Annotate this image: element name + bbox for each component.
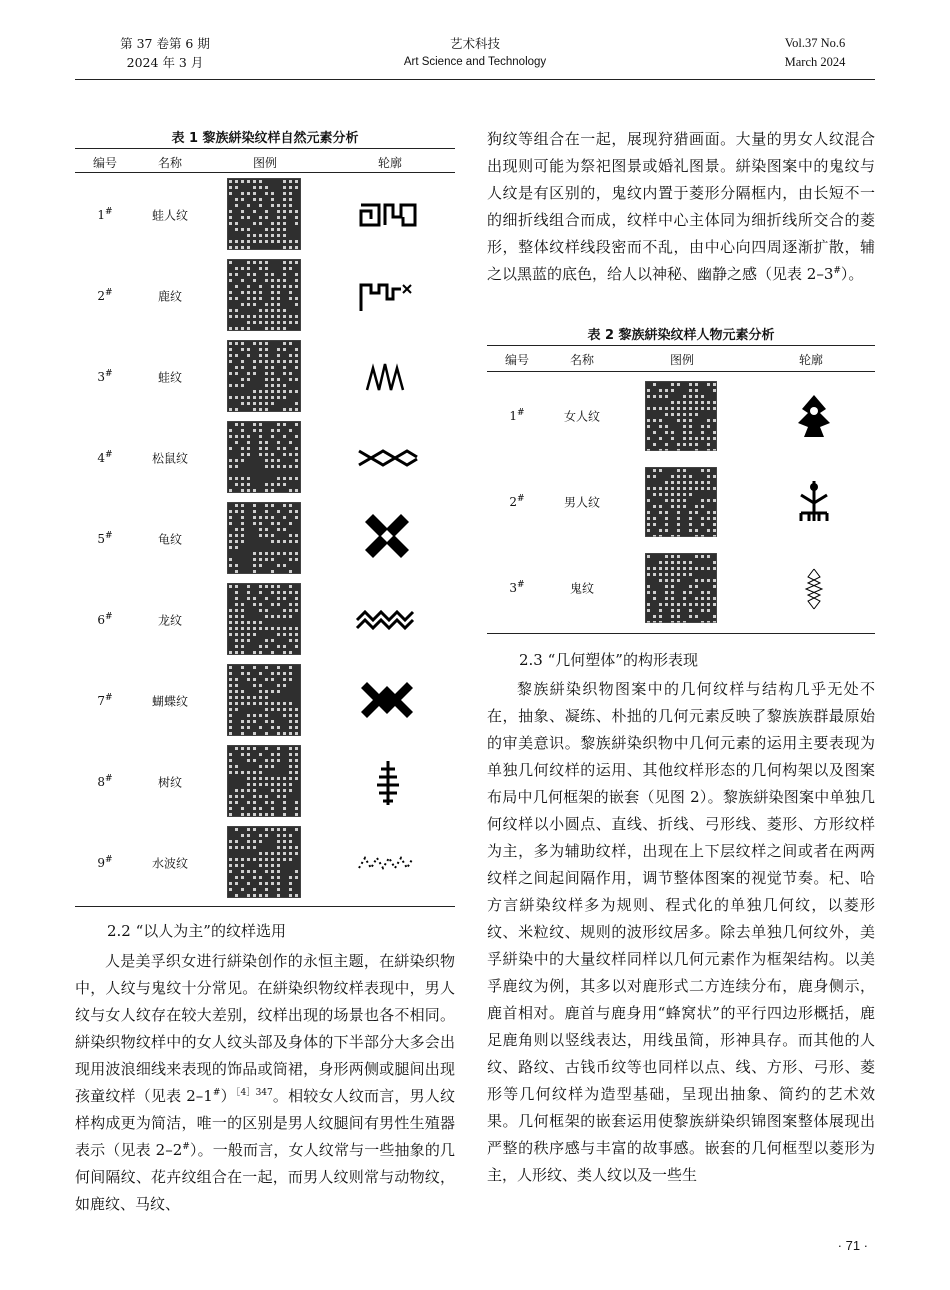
table1-fabric-image bbox=[227, 826, 301, 898]
table1-fabric-image bbox=[227, 421, 301, 493]
citation: ［4］347 bbox=[235, 1088, 273, 1098]
cont-text-a: 狗纹等组合在一起，展现狩猎画面。大量的男女人纹混合出现则可能为祭祀图景或婚礼图景。絣染图案中的鬼纹与人纹是有区别的，鬼纹内置于菱形分隔框内，由长短不一的细折线组合而成，纹样中心主体同为细折线所交合的菱形，整体纹样线段密而不乱，由中心向四周逐渐扩散，辅之以黑蓝的底色，给人以神秘、幽静之感（见表 2–3 bbox=[487, 130, 875, 283]
table1-row-number bbox=[75, 613, 135, 627]
table1-caption: 表 1 黎族絣染纹样自然元素分析 bbox=[171, 131, 359, 146]
table2-outline-figure bbox=[779, 563, 849, 613]
table2-fabric-image bbox=[645, 381, 717, 451]
sup-mark: # bbox=[105, 449, 113, 460]
table1-row bbox=[75, 498, 455, 579]
table2-row bbox=[487, 545, 875, 631]
table1-row bbox=[75, 579, 455, 660]
table2-row-name: 男人纹 bbox=[563, 495, 600, 510]
para-text-c: ）。一般而言，女人纹常与一些抽象的几何间隔纹、花卉纹组合在一起，而男人纹则常与动物纹，如鹿纹、马纹、 bbox=[75, 1141, 455, 1213]
table1-row-number bbox=[75, 451, 135, 465]
section-2-3-title: 2.3 “几何塑体”的构形表现 bbox=[519, 651, 698, 669]
table2-row-number-text: 1 bbox=[509, 409, 518, 423]
sup-mark: # bbox=[105, 530, 113, 541]
table2-row-number bbox=[487, 581, 547, 595]
section-2-3-body bbox=[487, 676, 875, 1189]
sup-mark: # bbox=[182, 1142, 190, 1152]
sup-mark: # bbox=[517, 408, 525, 418]
table2-row-number bbox=[487, 495, 547, 509]
table2-row bbox=[487, 373, 875, 459]
sup-mark: # bbox=[517, 580, 525, 590]
journal-name-cn: 艺术科技 bbox=[449, 36, 500, 51]
table1-row-name: 松鼠纹 bbox=[151, 451, 188, 465]
table2-outline-figure bbox=[779, 477, 849, 527]
table1-outline-figure bbox=[353, 838, 423, 888]
section-2-2-continued bbox=[487, 126, 875, 288]
table1-row-number-text: 4 bbox=[97, 450, 106, 465]
issue-date-en: March 2024 bbox=[784, 55, 846, 69]
volume-issue: 第 37 卷第 6 期 bbox=[120, 36, 210, 51]
table1-top-rule bbox=[75, 148, 455, 149]
table1-row bbox=[75, 741, 455, 822]
table1-row-name: 树纹 bbox=[157, 775, 182, 789]
journal-title bbox=[375, 34, 575, 72]
table1-row-name: 蛙纹 bbox=[157, 370, 182, 384]
table1-row-number bbox=[75, 370, 135, 384]
sup-mark: # bbox=[105, 854, 113, 865]
table1-row-number-text: 3 bbox=[97, 369, 106, 384]
table2-row bbox=[487, 459, 875, 545]
section-2-2-title: 2.2 “以人为主”的纹样选用 bbox=[107, 922, 286, 940]
table1-row-number-text: 6 bbox=[97, 612, 106, 627]
table1-row-number-text: 7 bbox=[97, 693, 106, 708]
table1-row-number bbox=[75, 289, 135, 303]
table1-row-number bbox=[75, 856, 135, 870]
table1-row-number bbox=[75, 532, 135, 546]
issue-date: 2024 年 3 月 bbox=[126, 55, 204, 70]
table1-outline-figure bbox=[353, 757, 423, 807]
table1-fabric-image bbox=[227, 259, 301, 331]
section-2-2-body bbox=[75, 948, 455, 1218]
table1-row bbox=[75, 660, 455, 741]
table1-row-number-text: 2 bbox=[97, 288, 106, 303]
journal-volume bbox=[100, 34, 230, 72]
table1-outline-figure bbox=[353, 352, 423, 402]
table1-header-example: 图例 bbox=[252, 156, 277, 170]
table1-header-outline: 轮廓 bbox=[377, 156, 402, 170]
journal-volume-en bbox=[760, 34, 870, 72]
table1-row-name: 龟纹 bbox=[157, 532, 182, 546]
table1-header-no: 编号 bbox=[92, 156, 117, 170]
table1-outline-figure bbox=[353, 676, 423, 726]
table1-row-name: 鹿纹 bbox=[157, 289, 182, 303]
sup-mark: # bbox=[517, 494, 525, 504]
table2-row-number-text: 3 bbox=[509, 581, 518, 595]
sup-mark: # bbox=[212, 1088, 221, 1098]
table2-header-name: 名称 bbox=[569, 353, 594, 367]
table2-bottom-rule bbox=[487, 633, 875, 634]
table1-fabric-image bbox=[227, 178, 301, 250]
table1-row bbox=[75, 174, 455, 255]
table1-row bbox=[75, 417, 455, 498]
table1-fabric-image bbox=[227, 340, 301, 412]
table2-outline-figure bbox=[779, 391, 849, 441]
table1-row bbox=[75, 822, 455, 903]
sup-mark: # bbox=[105, 206, 113, 217]
table1-row-number bbox=[75, 775, 135, 789]
table2-fabric-image bbox=[645, 467, 717, 537]
table1-row-number-text: 8 bbox=[97, 774, 106, 789]
section-2-2-paragraph: 人是美孚织女进行絣染创作的永恒主题，在絣染织物中，人纹与鬼纹十分常见。在絣染织物纹样表现中，男人纹与女人纹存在较大差别，纹样出现的场景也各不相同。絣染织物纹样中的女人纹头部及身体的下半部分大多会出现用波浪细线来表现的饰品或筒裙，身形两侧或腿间出现孩童纹样（见表 2–1#）$^{[4]347}$。相较女人纹而言，男人纹样构成更为简洁，唯一的区别是男人纹腿间有男性生殖器表示（见表 2–2#）。一般而言，女人纹常与一些抽象的几何间隔纹、花卉纹组合在一起，而男人纹则常与动物纹，如鹿纹、马纹、 bbox=[75, 952, 455, 1213]
table2-row-name: 女人纹 bbox=[563, 409, 600, 424]
header-rule bbox=[75, 79, 875, 80]
table2-header-rule bbox=[487, 371, 875, 372]
continued-paragraph bbox=[487, 126, 875, 288]
table1-row-number bbox=[75, 208, 135, 222]
table2-caption: 表 2 黎族絣染纹样人物元素分析 bbox=[587, 328, 775, 343]
table1-outline-figure bbox=[353, 271, 423, 321]
table2-row-name: 鬼纹 bbox=[569, 581, 594, 596]
table1-row-number bbox=[75, 694, 135, 708]
table1-row-number-text: 1 bbox=[97, 207, 106, 222]
page-number: · 71 · bbox=[837, 1238, 868, 1253]
para-text-a: 人是美孚织女进行絣染创作的永恒主题，在絣染织物中，人纹与鬼纹十分常见。在絣染织物纹样表现中，男人纹与女人纹存在较大差别，纹样出现的场景也各不相同。絣染织物纹样中的女人纹头部及身体的下半部分大多会出现用波浪细线来表现的饰品或筒裙，身形两侧或腿间出现孩童纹样（见表 2–1 bbox=[75, 952, 455, 1105]
table1-row-number-text: 5 bbox=[97, 531, 106, 546]
table2-top-rule bbox=[487, 345, 875, 346]
table2-header-example: 图例 bbox=[669, 353, 694, 367]
table2 bbox=[487, 345, 875, 635]
journal-name-en: Art Science and Technology bbox=[403, 56, 547, 68]
table1-fabric-image bbox=[227, 664, 301, 736]
table2-header-no: 编号 bbox=[504, 353, 529, 367]
table1-row-name: 蛙人纹 bbox=[151, 208, 188, 222]
section-2-3-paragraph: 黎族絣染织物图案中的几何纹样与结构几乎无处不在，抽象、凝练、朴拙的几何元素反映了黎族族群最原始的审美意识。黎族絣染织物中几何元素的运用主要表现为单独几何纹样的运用、其他纹样形态的几何构架以及图案布局中几何框架的嵌套（见图 2）。黎族絣染图案中单独几何纹样以小圆点、直线、折线、弓形线、菱形、方形纹样为主，多为辅助纹样，出现在上下层纹样之间或者在两两纹样之间起间隔作用，调节整体图案的视觉节奏。杞、哈方言絣染纹样多为规则、程式化的单独几何纹，以菱形纹、米粒纹、规则的波形纹居多。除去单独几何纹外，美孚絣染中的大量纹样同样以几何元素作为框架结构。以美孚鹿纹为例，其多以对鹿形式二方连续分布，鹿身侧示，鹿首相对。鹿首与鹿身用“蜂窝状”的平行四边形概括，鹿足鹿角则以竖线表达，用线虽简，形神具存。而其他的人纹、路纹、古钱币纹等也同样以点、线、方形、弓形、菱形等几何纹样为造型基础，呈现出抽象、简约的艺术效果。几何框架的嵌套运用使黎族絣染织锦图案整体展现出严整的秩序感与丰富的故事感。嵌套的几何框型以菱形为主，人形纹、类人纹以及一些生 bbox=[487, 680, 875, 1184]
cont-text-b: ）。 bbox=[840, 265, 864, 283]
table2-header-outline: 轮廓 bbox=[798, 353, 823, 367]
table1 bbox=[75, 148, 455, 908]
table1-row-name: 蝴蝶纹 bbox=[151, 694, 188, 708]
para-text-b: 。相较女人纹而言，男人纹样构成更为简洁，唯一的区别是男人纹腿间有男性生殖器表示（见表 2–2 bbox=[75, 1087, 455, 1159]
table1-row-name: 水波纹 bbox=[151, 856, 188, 870]
table2-row-number bbox=[487, 409, 547, 423]
table1-fabric-image bbox=[227, 502, 301, 574]
table2-fabric-image bbox=[645, 553, 717, 623]
table1-outline-figure bbox=[353, 595, 423, 645]
sup-mark: # bbox=[105, 287, 113, 298]
table1-outline-figure bbox=[353, 190, 423, 240]
sup-mark: # bbox=[105, 368, 113, 379]
table1-row bbox=[75, 255, 455, 336]
table1-outline-figure bbox=[353, 433, 423, 483]
table1-row bbox=[75, 336, 455, 417]
table1-fabric-image bbox=[227, 583, 301, 655]
sup-mark: # bbox=[105, 773, 113, 784]
volume-issue-en: Vol.37 No.6 bbox=[784, 36, 846, 50]
table1-row-number-text: 9 bbox=[97, 855, 106, 870]
table1-bottom-rule bbox=[75, 906, 455, 907]
table1-outline-figure bbox=[353, 514, 423, 564]
sup-mark: # bbox=[105, 611, 113, 622]
table2-row-number-text: 2 bbox=[509, 495, 518, 509]
table1-fabric-image bbox=[227, 745, 301, 817]
table1-row-name: 龙纹 bbox=[157, 613, 182, 627]
sup-mark: # bbox=[105, 692, 113, 703]
table1-header-rule bbox=[75, 172, 455, 173]
sup-mark: # bbox=[833, 266, 841, 276]
table1-header-name: 名称 bbox=[157, 156, 182, 170]
